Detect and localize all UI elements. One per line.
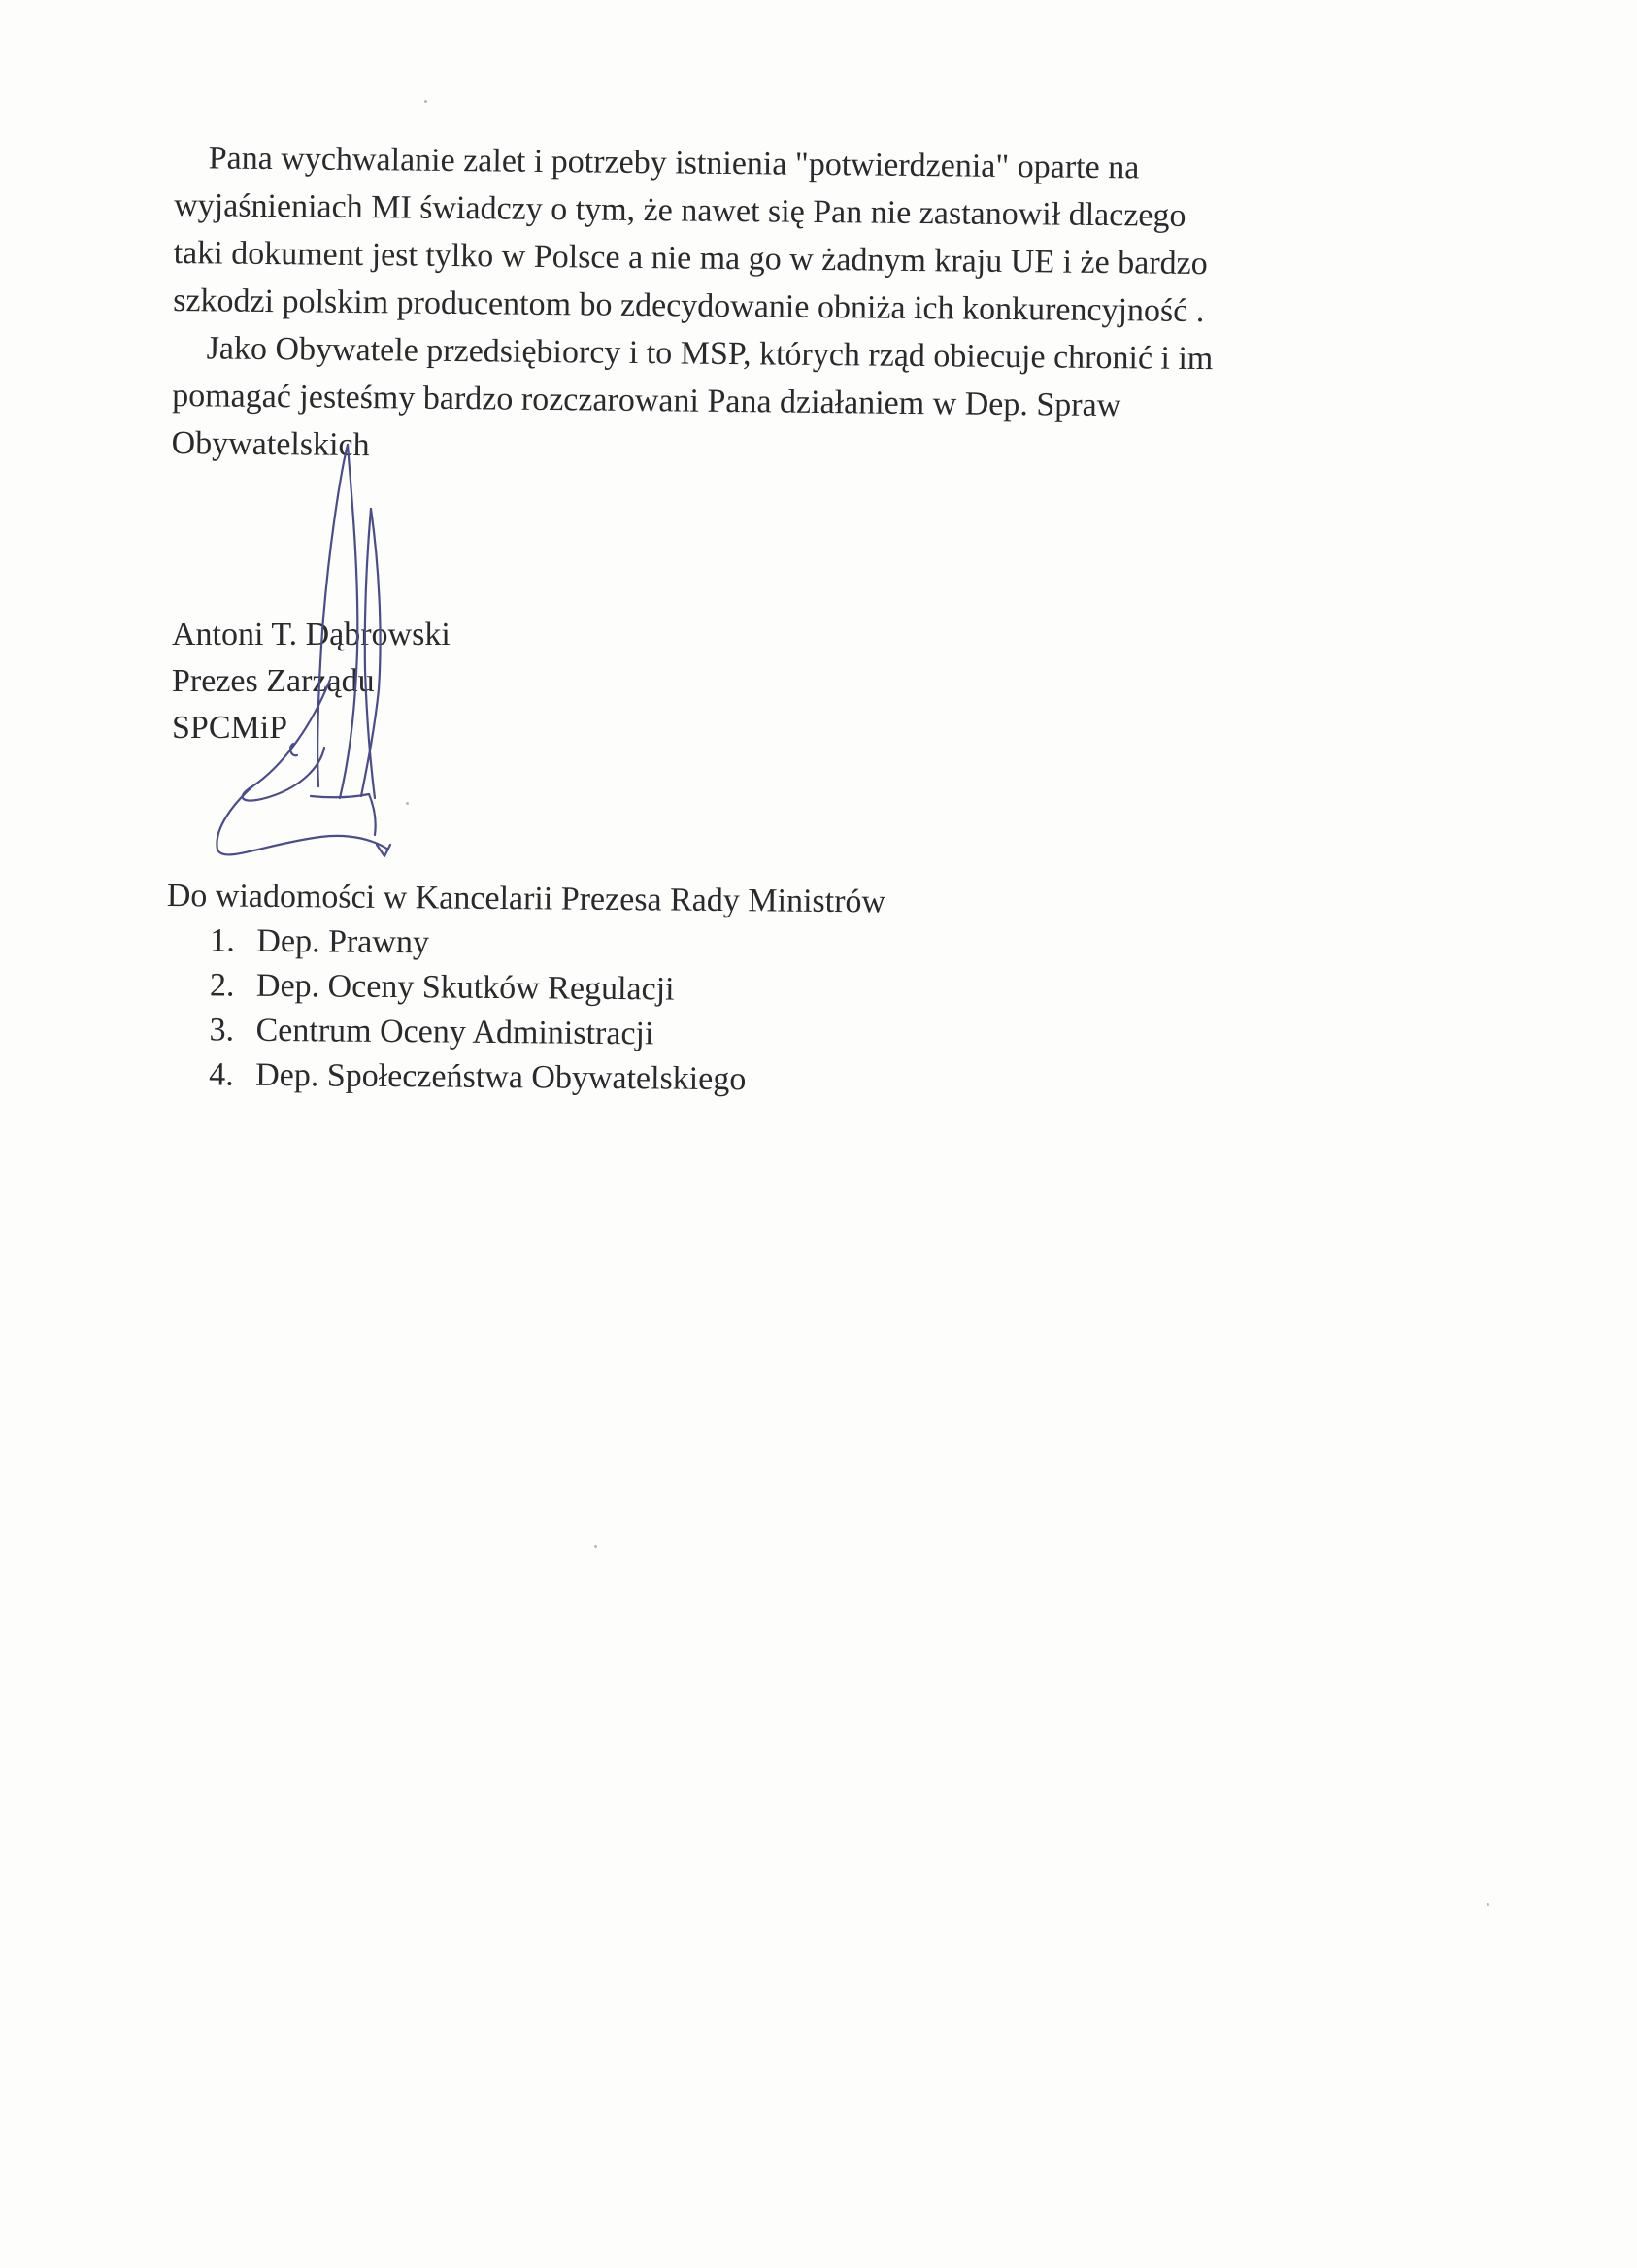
list-item (210, 918, 885, 969)
list-item (210, 963, 885, 1014)
letter-body (171, 134, 1388, 480)
paragraph-line-6: pomagać jesteśmy bardzo rozczarowani Pana działaniem w Dep. Spraw (171, 377, 1121, 424)
paragraph-line-4: szkodzi polskim producentom bo zdecydowanie obniża ich konkurencyjność . (173, 282, 1205, 330)
scan-speck (594, 1545, 597, 1548)
signatory-title: Prezes Zarządu (172, 663, 375, 699)
list-item-number: 2. (209, 967, 235, 1004)
list-item-number: 3. (209, 1012, 235, 1049)
cc-list (165, 918, 885, 1103)
signatory-name: Antoni T. Dąbrowski (172, 617, 451, 652)
signatory-block (172, 612, 451, 751)
list-item-number: 4. (209, 1056, 234, 1093)
cc-block (165, 874, 885, 1103)
list-item (209, 1008, 885, 1058)
paragraph-line-2: wyjaśnieniach MI świadczy o tym, że nawet się Pan nie zastanowił dlaczego (174, 186, 1186, 234)
list-item-label: Dep. Prawny (256, 922, 430, 961)
signatory-organization: SPCMiP (172, 710, 288, 746)
scan-speck (1487, 1903, 1489, 1906)
paragraph-line-7: Obywatelskich (171, 424, 370, 464)
list-item-label: Centrum Oceny Administracji (255, 1012, 654, 1052)
list-item-label: Dep. Oceny Skutków Regulacji (255, 967, 675, 1008)
paragraph-line-3: taki dokument jest tylko w Polsce a nie ma go w żadnym kraju UE i że bardzo (173, 234, 1208, 283)
list-item (209, 1052, 885, 1103)
list-item-number: 1. (210, 922, 236, 959)
scan-speck (424, 100, 427, 103)
paragraph-line-5: Jako Obywatele przedsiębiorcy i to MSP, których rząd obiecuje chronić i im (206, 330, 1214, 378)
cc-title: Do wiadomości w Kancelarii Prezesa Rady Ministrów (166, 877, 886, 920)
list-item-label: Dep. Społeczeństwa Obywatelskiego (255, 1056, 747, 1098)
scan-speck (406, 802, 409, 805)
paragraph-line-1: Pana wychwalanie zalet i potrzeby istnienia "potwierdzenia" oparte na (208, 140, 1140, 186)
